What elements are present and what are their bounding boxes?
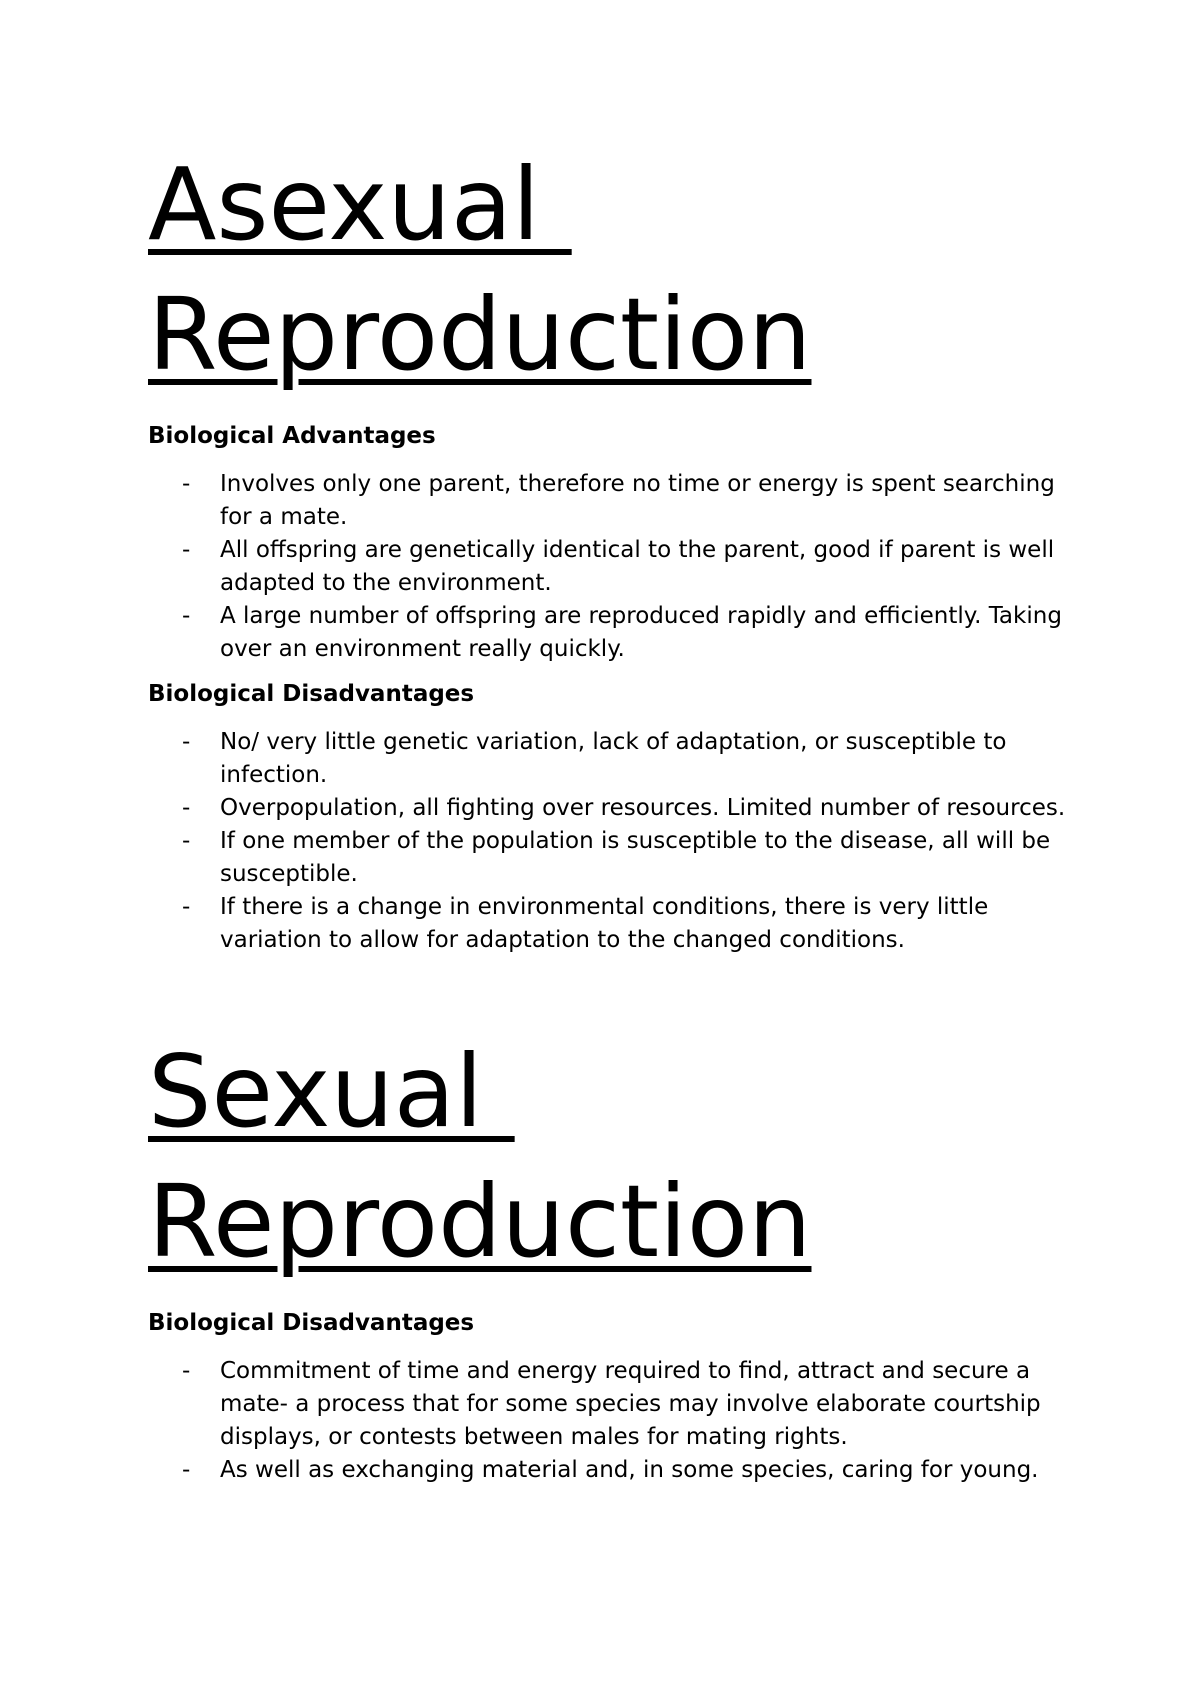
asexual-reproduction-section <box>148 140 1078 957</box>
section-title <box>148 140 1078 400</box>
bullet-marker: - <box>182 603 191 629</box>
list-item <box>148 1454 1078 1487</box>
list-item <box>148 600 1078 666</box>
bullet-marker: - <box>182 729 191 755</box>
title-line-1: Sexual <box>148 1033 515 1150</box>
bullet-marker: - <box>182 1457 191 1483</box>
list-item <box>148 726 1078 792</box>
list-item <box>148 825 1078 891</box>
list-item <box>148 792 1078 825</box>
list-item-text: A large number of offspring are reproduced rapidly and efficiently. Taking over an environment really quickly. <box>220 603 1062 662</box>
section-title <box>148 1027 1078 1287</box>
title-line-2: Reproduction <box>148 276 812 393</box>
list-item <box>148 534 1078 600</box>
list-item-text: All offspring are genetically identical to the parent, good if parent is well adapted to the environment. <box>220 537 1055 596</box>
bullet-list <box>148 1355 1078 1487</box>
list-item <box>148 468 1078 534</box>
bullet-marker: - <box>182 471 191 497</box>
list-item-text: No/ very little genetic variation, lack of adaptation, or susceptible to infection. <box>220 729 1007 788</box>
subheading-disadvantages: Biological Disadvantages <box>148 1310 475 1336</box>
list-item <box>148 1355 1078 1454</box>
list-item-text: Overpopulation, all fighting over resources. Limited number of resources. <box>220 795 1066 821</box>
bullet-marker: - <box>182 537 191 563</box>
title-line-2: Reproduction <box>148 1163 812 1280</box>
subheading-advantages: Biological Advantages <box>148 423 436 449</box>
bullet-marker: - <box>182 894 191 920</box>
list-item-text: If there is a change in environmental conditions, there is very little variation to allow for adaptation to the changed conditions. <box>220 894 989 953</box>
bullet-marker: - <box>182 795 191 821</box>
document-page <box>148 0 1078 1499</box>
list-item-text: Commitment of time and energy required to find, attract and secure a mate- a process that for some species may involve elaborate courtship displays, or contests between males for mating rights. <box>220 1358 1041 1450</box>
list-item-text: As well as exchanging material and, in some species, caring for young. <box>220 1457 1039 1483</box>
sexual-reproduction-section <box>148 1027 1078 1487</box>
list-item <box>148 891 1078 957</box>
list-item-text: Involves only one parent, therefore no time or energy is spent searching for a mate. <box>220 471 1055 530</box>
bullet-marker: - <box>182 1358 191 1384</box>
subheading-disadvantages: Biological Disadvantages <box>148 681 475 707</box>
bullet-list <box>148 468 1078 666</box>
list-item-text: If one member of the population is susceptible to the disease, all will be susceptible. <box>220 828 1051 887</box>
bullet-marker: - <box>182 828 191 854</box>
title-line-1: Asexual <box>148 146 572 263</box>
bullet-list <box>148 726 1078 957</box>
